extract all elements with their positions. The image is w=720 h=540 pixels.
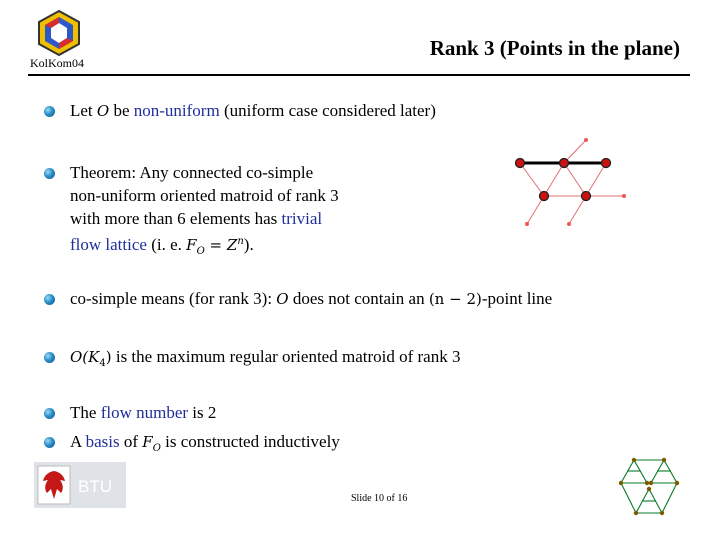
text-is-2: is 2 xyxy=(192,403,217,422)
formula-eq: = xyxy=(209,236,223,254)
bullet-uniformity xyxy=(70,101,436,121)
formula-o-k4 xyxy=(70,348,112,369)
formula-z: Z xyxy=(226,236,238,254)
flow-lattice-formula xyxy=(186,236,244,257)
bullet-icon xyxy=(44,168,55,179)
university-footer-logo xyxy=(34,462,126,508)
highlight-basis: basis xyxy=(85,432,120,451)
text-a: A xyxy=(70,432,82,451)
matroid-symbol: O xyxy=(276,290,289,308)
theorem-line-4 xyxy=(70,232,254,262)
formula-n-minus-2: (n − 2) xyxy=(428,290,482,308)
formula-close: ) xyxy=(105,348,112,366)
matroid-symbol: O xyxy=(96,102,110,120)
text-inductive: is constructed inductively xyxy=(165,432,340,451)
text-co-simple: co-simple means (for rank 3): xyxy=(70,289,273,308)
formula-f: F xyxy=(186,236,197,254)
oriented-matroid-point-diagram xyxy=(510,132,636,232)
conference-label: KolKom04 xyxy=(30,56,84,70)
bullet-co-simple xyxy=(70,289,552,309)
theorem-line-2: non-uniform oriented matroid of rank 3 xyxy=(70,186,339,205)
text-max-regular: is the maximum regular oriented matroid of rank 3 xyxy=(115,347,461,366)
text-uniform-later: (uniform case considered later) xyxy=(223,101,436,120)
triangular-graph-decoration-icon xyxy=(612,455,692,523)
slide-number: Slide 10 of 16 xyxy=(351,493,408,504)
formula-ok: O(K xyxy=(70,348,100,366)
bullet-icon xyxy=(44,352,55,363)
university-logo-icon xyxy=(34,8,84,58)
text-point-line: -point line xyxy=(481,289,553,308)
formula-z-sup: n xyxy=(237,236,244,247)
highlight-non-uniform: non-uniform xyxy=(133,101,220,120)
text-ie: (i. e. xyxy=(151,235,182,254)
bullet-k4 xyxy=(70,347,460,374)
bullet-icon xyxy=(44,437,55,448)
page-title: Rank 3 (Points in the plane) xyxy=(429,36,680,60)
text-be: be xyxy=(113,101,130,120)
highlight-flow-lattice: flow lattice xyxy=(70,235,147,254)
flow-lattice-symbol xyxy=(142,433,161,454)
formula-k4-sub: 4 xyxy=(99,358,106,369)
text-more-than-6: with more than 6 elements has xyxy=(70,209,278,228)
bullet-icon xyxy=(44,294,55,305)
formula-f: F xyxy=(142,433,153,451)
text-of: of xyxy=(123,432,139,451)
text-let: Let xyxy=(70,101,93,120)
text-close: ). xyxy=(243,235,254,254)
bullet-flow-number xyxy=(70,403,216,423)
bullet-icon xyxy=(44,408,55,419)
formula-f-sub: O xyxy=(196,246,205,257)
bullet-basis xyxy=(70,432,340,459)
theorem-line-1: Theorem: Any connected co-simple xyxy=(70,163,314,182)
highlight-trivial: trivial xyxy=(281,209,323,228)
bullet-icon xyxy=(44,106,55,117)
theorem-line-3 xyxy=(70,209,322,229)
text-the: The xyxy=(70,403,97,422)
highlight-flow-number: flow number xyxy=(100,403,189,422)
university-footer-label: BTU xyxy=(78,477,112,496)
formula-f-sub: O xyxy=(152,443,161,454)
header-divider xyxy=(28,74,690,76)
text-not-contain: does not contain an xyxy=(292,289,425,308)
